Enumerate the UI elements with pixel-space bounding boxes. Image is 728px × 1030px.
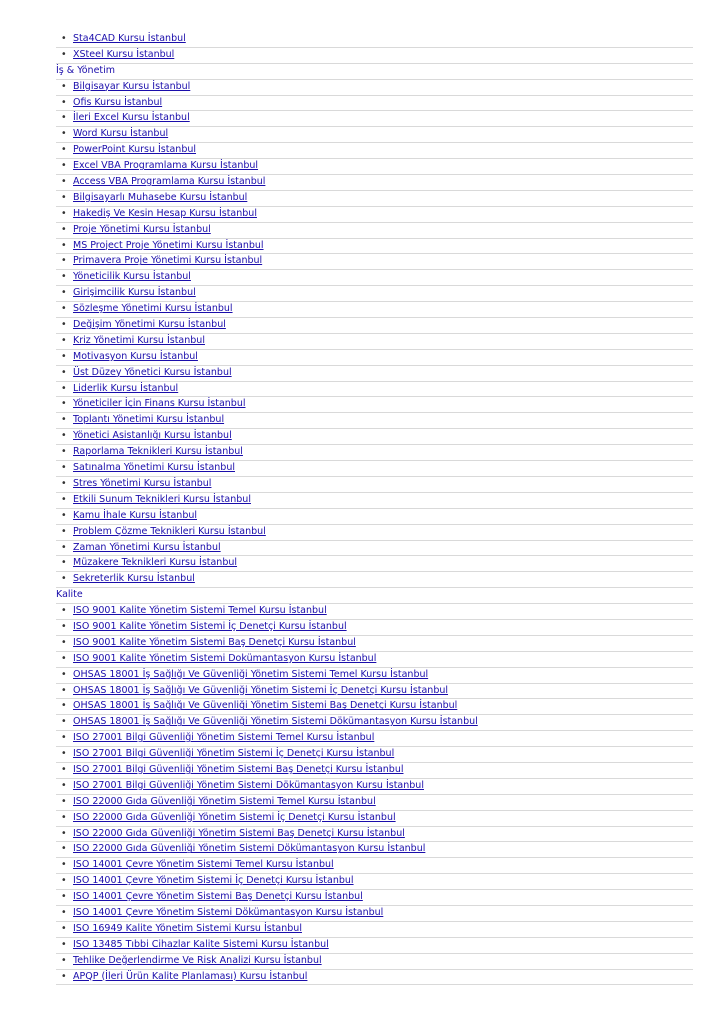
bullet-icon: • [61,414,67,426]
bullet-icon: • [61,477,67,489]
list-item [56,318,693,334]
bullet-icon: • [61,605,67,617]
list-item [56,254,693,270]
list-item [56,604,693,620]
section-heading: Kalite [56,588,693,604]
bullet-icon: • [61,795,67,807]
course-link[interactable]: İleri Excel Kursu İstanbul [73,112,190,124]
course-link[interactable]: OHSAS 18001 İş Sağlığı Ve Güvenliği Yönetim Sistemi Baş Denetçi Kursu İstanbul [73,700,458,712]
course-link[interactable]: Yöneticilik Kursu İstanbul [73,271,191,283]
bullet-icon: • [61,382,67,394]
bullet-icon: • [61,573,67,585]
course-link[interactable]: ISO 14001 Çevre Yönetim Sistemi Baş Denetçi Kursu İstanbul [73,891,363,903]
list-item [56,461,693,477]
bullet-icon: • [61,509,67,521]
course-link[interactable]: ISO 14001 Çevre Yönetim Sistemi Dökümantasyon Kursu İstanbul [73,906,384,918]
course-link[interactable]: Raporlama Teknikleri Kursu İstanbul [73,446,243,458]
bullet-icon: • [61,303,67,315]
list-item [56,715,693,731]
bullet-icon: • [61,875,67,887]
list-item [56,382,693,398]
bullet-icon: • [61,668,67,680]
bullet-icon: • [61,557,67,569]
course-link[interactable]: Primavera Proje Yönetimi Kursu İstanbul [73,255,263,267]
list-item [56,509,693,525]
list-item [56,827,693,843]
list-item [56,286,693,302]
list-item [56,175,693,191]
course-link[interactable]: ISO 9001 Kalite Yönetim Sistemi Baş Denetçi Kursu İstanbul [73,636,356,648]
list-item [56,334,693,350]
course-link[interactable]: Yönetici Asistanlığı Kursu İstanbul [73,430,232,442]
bullet-icon: • [61,620,67,632]
bullet-icon: • [61,748,67,760]
bullet-icon: • [61,970,67,982]
list-item [56,684,693,700]
list-item [56,350,693,366]
list-item [56,207,693,223]
list-item [56,556,693,572]
bullet-icon: • [61,287,67,299]
list-item [56,970,693,986]
course-link[interactable]: Sözleşme Yönetimi Kursu İstanbul [73,303,233,315]
bullet-icon: • [61,938,67,950]
course-link[interactable]: OHSAS 18001 İş Sağlığı Ve Güvenliği Yönetim Sistemi Dökümantasyon Kursu İstanbul [73,716,478,728]
list-item [56,874,693,890]
list-item [56,525,693,541]
bullet-icon: • [61,191,67,203]
bullet-icon: • [61,80,67,92]
bullet-icon: • [61,462,67,474]
list-item [56,32,693,48]
bullet-icon: • [61,636,67,648]
list-item [56,96,693,112]
course-link[interactable]: Sta4CAD Kursu İstanbul [73,33,186,44]
list-item [56,890,693,906]
bullet-icon: • [61,128,67,140]
list-item [56,270,693,286]
bullet-icon: • [61,652,67,664]
bullet-icon: • [61,239,67,251]
course-link[interactable]: Müzakere Teknikleri Kursu İstanbul [73,557,238,569]
course-link[interactable]: ISO 22000 Gıda Güvenliği Yönetim Sistemi Dökümantasyon Kursu İstanbul [73,843,426,855]
course-link[interactable]: ISO 14001 Çevre Yönetim Sistemi Temel Kursu İstanbul [73,859,334,871]
list-item [56,477,693,493]
course-link[interactable]: ISO 22000 Gıda Güvenliği Yönetim Sistemi Temel Kursu İstanbul [73,795,376,807]
bullet-icon: • [61,223,67,235]
list-item [56,842,693,858]
bullet-icon: • [61,732,67,744]
course-link[interactable]: Word Kursu İstanbul [73,128,169,140]
bullet-icon: • [61,922,67,934]
list-item [56,541,693,557]
course-link[interactable]: Sekreterlik Kursu İstanbul [73,573,195,585]
course-link[interactable]: OHSAS 18001 İş Sağlığı Ve Güvenliği Yönetim Sistemi İç Denetçi Kursu İstanbul [73,684,449,696]
course-link[interactable]: Değişim Yönetimi Kursu İstanbul [73,319,226,331]
bullet-icon: • [61,144,67,156]
list-item [56,779,693,795]
course-link[interactable]: Kriz Yönetimi Kursu İstanbul [73,334,205,346]
list-item [56,731,693,747]
bullet-icon: • [61,700,67,712]
bullet-icon: • [61,843,67,855]
course-link[interactable]: Motivasyon Kursu İstanbul [73,350,198,362]
course-link[interactable]: Satınalma Yönetimi Kursu İstanbul [73,462,235,474]
course-link[interactable]: ISO 27001 Bilgi Güvenliği Yönetim Sistemi Temel Kursu İstanbul [73,732,375,744]
bullet-icon: • [61,859,67,871]
course-link[interactable]: ISO 9001 Kalite Yönetim Sistemi Dokümantasyon Kursu İstanbul [73,652,377,664]
course-link[interactable]: Kamu İhale Kursu İstanbul [73,509,198,521]
list-item [56,239,693,255]
list-item [56,445,693,461]
course-link[interactable]: Bilgisayarlı Muhasebe Kursu İstanbul [73,191,248,203]
course-link[interactable]: Excel VBA Programlama Kursu İstanbul [73,160,259,172]
list-item [56,397,693,413]
bullet-icon: • [61,398,67,410]
course-link[interactable]: OHSAS 18001 İş Sağlığı Ve Güvenliği Yönetim Sistemi Temel Kursu İstanbul [73,668,429,680]
course-link[interactable]: Liderlik Kursu İstanbul [73,382,179,394]
list-item [56,143,693,159]
course-link[interactable]: ISO 27001 Bilgi Güvenliği Yönetim Sistemi İç Denetçi Kursu İstanbul [73,748,395,760]
bullet-icon: • [61,96,67,108]
bullet-icon: • [61,112,67,124]
bullet-icon: • [61,350,67,362]
bullet-icon: • [61,827,67,839]
list-item [56,620,693,636]
course-link[interactable]: Stres Yönetimi Kursu İstanbul [73,477,212,489]
list-item [56,652,693,668]
course-link[interactable]: Etkili Sunum Teknikleri Kursu İstanbul [73,493,251,505]
course-link[interactable]: Girişimcilik Kursu İstanbul [73,287,196,299]
bullet-icon: • [61,446,67,458]
list-item [56,954,693,970]
course-link[interactable]: Bilgisayar Kursu İstanbul [73,80,191,92]
course-link[interactable]: Ofis Kursu İstanbul [73,96,163,108]
bullet-icon: • [61,334,67,346]
list-item [56,668,693,684]
list-item [56,636,693,652]
list-item [56,938,693,954]
bullet-icon: • [61,33,67,44]
course-link[interactable]: PowerPoint Kursu İstanbul [73,144,197,156]
list-item [56,429,693,445]
course-link[interactable]: ISO 16949 Kalite Yönetim Sistemi Kursu İstanbul [73,922,302,934]
bullet-icon: • [61,779,67,791]
course-link[interactable]: XSteel Kursu İstanbul [73,48,175,60]
list-item [56,493,693,509]
course-link[interactable]: ISO 9001 Kalite Yönetim Sistemi Temel Kursu İstanbul [73,605,327,617]
course-link[interactable]: Tehlike Değerlendirme Ve Risk Analizi Kursu İstanbul [73,954,322,966]
course-link[interactable]: Üst Düzey Yönetici Kursu İstanbul [73,366,232,378]
list-item [56,763,693,779]
bullet-icon: • [61,906,67,918]
list-item [56,127,693,143]
course-link[interactable]: Proje Yönetimi Kursu İstanbul [73,223,211,235]
course-link[interactable]: Problem Çözme Teknikleri Kursu İstanbul [73,525,266,537]
list-item [56,48,693,64]
list-item [56,302,693,318]
list-item [56,572,693,588]
course-link[interactable]: Toplantı Yönetimi Kursu İstanbul [73,414,225,426]
bullet-icon: • [61,255,67,267]
course-link[interactable]: Access VBA Programlama Kursu İstanbul [73,176,266,188]
list-item [56,191,693,207]
bullet-icon: • [61,763,67,775]
list-item [56,795,693,811]
course-link[interactable]: MS Project Proje Yönetimi Kursu İstanbul [73,239,264,251]
list-item [56,80,693,96]
list-item [56,111,693,127]
list-item [56,223,693,239]
bullet-icon: • [61,716,67,728]
bullet-icon: • [61,811,67,823]
course-link[interactable]: ISO 14001 Çevre Yönetim Sistemi İç Denetçi Kursu İstanbul [73,875,354,887]
bullet-icon: • [61,954,67,966]
list-item [56,858,693,874]
list-item [56,811,693,827]
list-item [56,922,693,938]
bullet-icon: • [61,176,67,188]
bullet-icon: • [61,160,67,172]
list-item [56,159,693,175]
course-link[interactable]: Yöneticiler İçin Finans Kursu İstanbul [73,398,246,410]
bullet-icon: • [61,525,67,537]
course-list-document [56,32,693,985]
bullet-icon: • [61,48,67,60]
course-link[interactable]: Zaman Yönetimi Kursu İstanbul [73,541,221,553]
bullet-icon: • [61,319,67,331]
course-link[interactable]: ISO 27001 Bilgi Güvenliği Yönetim Sistemi Baş Denetçi Kursu İstanbul [73,763,404,775]
list-item [56,413,693,429]
list-item [56,906,693,922]
bullet-icon: • [61,366,67,378]
course-link[interactable]: ISO 27001 Bilgi Güvenliği Yönetim Sistemi Dökümantasyon Kursu İstanbul [73,779,424,791]
section-heading: İş & Yönetim [56,64,693,80]
list-item [56,699,693,715]
bullet-icon: • [61,430,67,442]
course-link[interactable]: ISO 22000 Gıda Güvenliği Yönetim Sistemi İç Denetçi Kursu İstanbul [73,811,396,823]
bullet-icon: • [61,541,67,553]
list-item [56,366,693,382]
course-link[interactable]: APQP (İleri Ürün Kalite Planlaması) Kursu İstanbul [73,970,308,982]
bullet-icon: • [61,684,67,696]
bullet-icon: • [61,493,67,505]
bullet-icon: • [61,891,67,903]
bullet-icon: • [61,271,67,283]
list-item [56,747,693,763]
bullet-icon: • [61,207,67,219]
course-link[interactable]: Hakediş Ve Kesin Hesap Kursu İstanbul [73,207,257,219]
course-link[interactable]: ISO 22000 Gıda Güvenliği Yönetim Sistemi Baş Denetçi Kursu İstanbul [73,827,405,839]
course-link[interactable]: ISO 9001 Kalite Yönetim Sistemi İç Denetçi Kursu İstanbul [73,620,347,632]
course-link[interactable]: ISO 13485 Tıbbi Cihazlar Kalite Sistemi Kursu İstanbul [73,938,329,950]
